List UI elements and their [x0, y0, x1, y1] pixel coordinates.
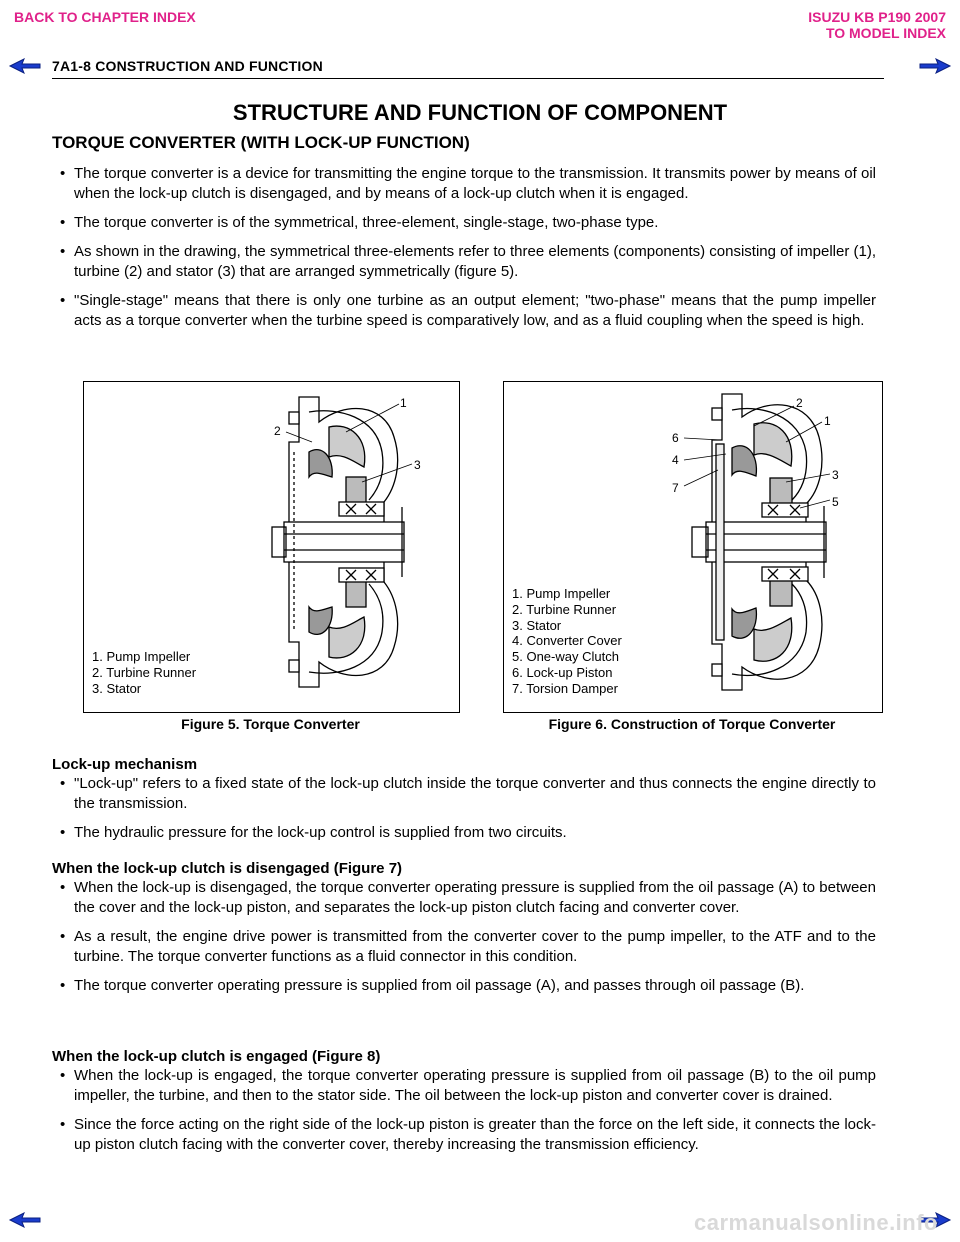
callout-1: 1 [824, 414, 831, 428]
legend-item: 3. Stator [512, 617, 562, 633]
callout-3: 3 [414, 458, 421, 472]
list-item: • As a result, the engine drive power is transmitted from the converter cover to the pump impeller, to the ATF and to the turbine. The torque converter functions as a fluid connector in this condition. [52, 927, 876, 967]
lockup-bullet-list [52, 774, 876, 852]
list-item: • The torque converter operating pressure is supplied from oil passage (A), and passes through oil passage (B). [52, 976, 876, 996]
legend-item: 1. Pump Impeller [512, 586, 611, 601]
legend-item: 2. Turbine Runner [92, 664, 197, 680]
callout-2: 2 [274, 424, 281, 438]
legend-item: 3. Stator [92, 680, 142, 696]
model-index-link[interactable] [808, 9, 946, 41]
prev-page-arrow-icon[interactable] [8, 58, 42, 74]
legend-item: 2. Turbine Runner [512, 601, 617, 617]
legend-item: 6. Lock-up Piston [512, 664, 613, 680]
list-item: • The torque converter is a device for transmitting the engine torque to the transmission. It transmits power by means of oil when the lock-up clutch is disengaged, and by means of a lock-up clutch when it is engaged. [52, 164, 876, 204]
legend-item: 1. Pump Impeller [92, 649, 191, 664]
legend-item: 5. One-way Clutch [512, 649, 619, 665]
list-item: • The hydraulic pressure for the lock-up control is supplied from two circuits. [52, 823, 876, 843]
callout-2: 2 [796, 396, 803, 410]
figure-6-legend [512, 586, 622, 697]
prev-page-arrow-icon[interactable] [8, 1212, 42, 1228]
callout-6: 6 [672, 431, 679, 445]
next-page-arrow-icon[interactable] [918, 58, 952, 74]
figure-6-construction [503, 381, 883, 713]
figure-5-torque-converter [83, 381, 460, 713]
list-item: • When the lock-up is disengaged, the torque converter operating pressure is supplied from the oil passage (A) to between the cover and the lock-up piston, and separates the lock-up piston clutch facing and converter cover. [52, 878, 876, 918]
list-item: • When the lock-up is engaged, the torque converter operating pressure is supplied from oil passage (B) to the oil pump impeller, the turbine, and then to the stator side. The oil between the lock-up piston and converter cover is drained. [52, 1066, 876, 1106]
lockup-heading: Lock-up mechanism [52, 756, 198, 773]
intro-bullet-list [52, 164, 876, 340]
callout-1: 1 [400, 396, 407, 410]
page-title: STRUCTURE AND FUNCTION OF COMPONENT [232, 100, 728, 125]
section-header: 7A1-8 CONSTRUCTION AND FUNCTION [52, 58, 323, 74]
disengaged-heading: When the lock-up clutch is disengaged (Figure 7) [52, 860, 403, 877]
engaged-bullet-list [52, 1066, 876, 1164]
list-item: • Since the force acting on the right side of the lock-up piston is greater than the force on the left side, it connects the lock-up piston clutch facing with the converter cover, thereby increasing the transmission efficiency. [52, 1115, 876, 1155]
figure-5-caption: Figure 5. Torque Converter [181, 716, 360, 732]
legend-item: 4. Converter Cover [512, 633, 622, 649]
header-rule [52, 78, 884, 79]
model-title: ISUZU KB P190 2007 [808, 9, 946, 25]
figure-6-caption: Figure 6. Construction of Torque Converter [548, 716, 836, 732]
callout-7: 7 [672, 481, 679, 495]
watermark: carmanualsonline.info [694, 1210, 938, 1235]
legend-item: 7. Torsion Damper [512, 680, 618, 696]
list-item: • "Lock-up" refers to a fixed state of the lock-up clutch inside the torque converter and thus connects the engine directly to the transmission. [52, 774, 876, 814]
callout-4: 4 [672, 453, 679, 467]
engaged-heading: When the lock-up clutch is engaged (Figure 8) [52, 1048, 381, 1065]
callout-5: 5 [832, 495, 839, 509]
model-index-label: TO MODEL INDEX [825, 25, 946, 41]
section-subtitle: TORQUE CONVERTER (WITH LOCK-UP FUNCTION) [52, 133, 470, 152]
disengaged-bullet-list [52, 878, 876, 1005]
callout-3: 3 [832, 468, 839, 482]
figure-5-legend [92, 649, 196, 696]
list-item: • As shown in the drawing, the symmetrical three-elements refer to three elements (components) consisting of impeller (1), turbine (2) and stator (3) that are arranged symmetrically (figure 5). [52, 242, 876, 282]
list-item: • The torque converter is of the symmetrical, three-element, single-stage, two-phase type. [52, 213, 876, 233]
list-item: • "Single-stage" means that there is only one turbine as an output element; "two-phase" means that the pump impeller acts as a torque converter when the turbine speed is comparatively low, and as a fluid coupling when the speed is high. [52, 291, 876, 331]
back-to-chapter-index-link[interactable]: BACK TO CHAPTER INDEX [14, 9, 196, 25]
